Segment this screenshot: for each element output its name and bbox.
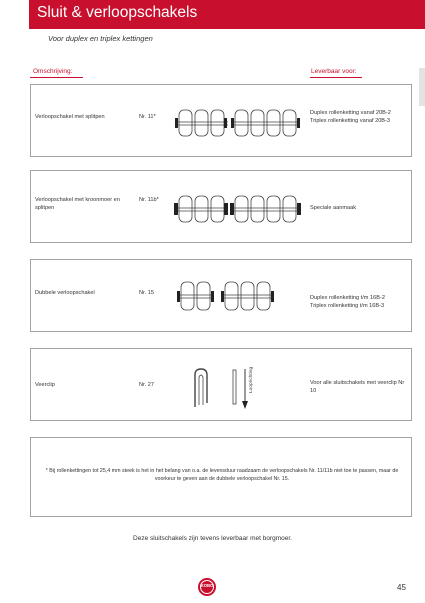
column-underline-description [30, 77, 83, 78]
product-row-11 [30, 84, 412, 157]
row-number: Nr. 27 [139, 382, 154, 388]
row-availability [310, 205, 410, 213]
availability-text: Duplex rollenketting t/m 16B-2 Triplex rollenketting t/m 16B-3 [310, 295, 385, 309]
footnote-text: * Bij rollenkettingen tot 25,4 mm steek is het in het belang van o.a. de levensduur raadzaam de verloopschakels Nr. 11/11b niet toe te passen, maar de voorkeur te geven aan de dubbele verloopschakel Nr. 15. [45, 468, 399, 482]
logo-text: KOBO [200, 583, 214, 588]
row-availability [310, 295, 410, 310]
direction-label: Looprichting [249, 366, 254, 393]
footer-note: Deze sluitschakels zijn tevens leverbaar met borgmoer. [133, 535, 292, 542]
row-availability [310, 380, 410, 395]
side-tab-marker [419, 68, 425, 106]
row-number: Nr. 11* [139, 114, 156, 120]
page-title: Sluit & verloopschakels [37, 4, 198, 21]
kobo-logo [198, 578, 216, 596]
row-description: Verloopschakel met splitpen [35, 114, 105, 120]
chain-link-figure [173, 188, 303, 230]
row-description: Dubbele verloopschakel [35, 290, 95, 296]
chain-link-figure [173, 274, 283, 320]
column-label-description: Omschrijving: [33, 68, 73, 75]
note-box [30, 437, 412, 517]
availability-text: Speciale aanmaak [310, 205, 357, 211]
row-description: Veerclip [35, 382, 55, 388]
page-header [29, 0, 425, 29]
product-row-11b [30, 170, 412, 243]
column-label-availability: Leverbaar voor: [311, 68, 357, 75]
product-row-15 [30, 259, 412, 332]
row-availability [310, 110, 410, 125]
product-row-27 [30, 348, 412, 421]
row-description: Verloopschakel met kroonmoer en splitpen [35, 197, 120, 211]
column-underline-availability [310, 77, 362, 78]
availability-text: Duplex rollenketting vanaf 20B-2 Triplex rollenketting vanaf 20B-3 [310, 110, 391, 124]
page-subtitle: Voor duplex en triplex kettingen [48, 34, 153, 43]
row-number: Nr. 11b* [139, 197, 159, 203]
chain-link-figure [173, 102, 303, 144]
availability-text: Voor alle sluitschakels met veerclip Nr 10 [310, 380, 405, 394]
row-number: Nr. 15 [139, 290, 154, 296]
page-number: 45 [397, 583, 406, 592]
